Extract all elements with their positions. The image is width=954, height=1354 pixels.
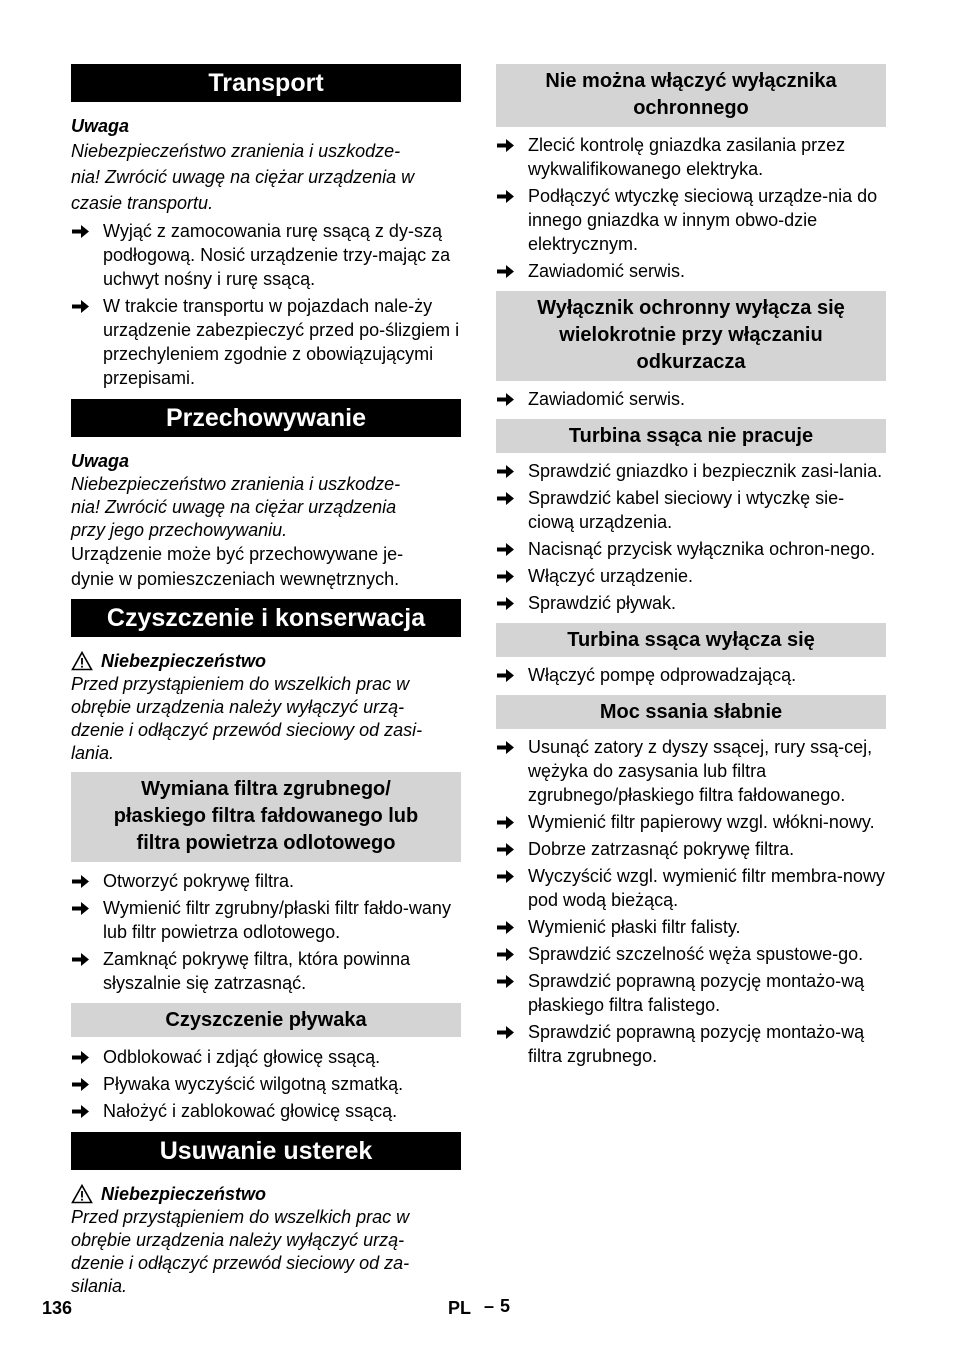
note-label: Uwaga — [71, 451, 130, 471]
arrow-right-icon — [497, 740, 515, 755]
list-item: Wyjąć z zamocowania rurę ssącą z dy-szą podłogową. Nosić urządzenie trzy-mając za uchwyt nośny i rurę ssącą. — [71, 219, 461, 291]
turbine-not-running-list — [496, 459, 886, 615]
arrow-right-icon — [497, 189, 515, 204]
suction-weakens-list — [496, 735, 886, 1068]
heading-turbine-switches-off: Turbina ssąca wyłącza się — [496, 623, 886, 657]
list-item: Odblokować i zdjąć głowicę ssącą. — [71, 1045, 461, 1069]
heading-troubleshooting: Usuwanie usterek — [71, 1132, 461, 1170]
arrow-right-icon — [72, 952, 90, 967]
list-item: Włączyć urządzenie. — [496, 564, 886, 588]
arrow-right-icon — [497, 815, 515, 830]
warning-triangle-icon — [71, 651, 93, 671]
list-item: Sprawdzić poprawną pozycję montażo-wą filtra zgrubnego. — [496, 1020, 886, 1068]
right-column — [496, 64, 886, 1068]
cleaning-danger-line: obrębie urządzenia należy wyłączyć urzą- — [71, 697, 405, 717]
arrow-right-icon — [497, 842, 515, 857]
heading-turbine-not-running: Turbina ssąca nie pracuje — [496, 419, 886, 453]
list-item: Podłączyć wtyczkę sieciową urządze-nia do innego gniazdka w innym obwo-dzie elektrycznym. — [496, 184, 886, 256]
heading-transport: Transport — [71, 64, 461, 102]
breaker-trips-list — [496, 387, 886, 411]
list-item: Dobrze zatrzasnąć pokrywę filtra. — [496, 837, 886, 861]
trouble-danger-line: dzenie i odłączyć przewód sieciowy od za- — [71, 1253, 410, 1273]
arrow-right-icon — [497, 1025, 515, 1040]
list-item: Wyczyścić wzgl. wymienić filtr membra-nowy pod wodą bieżącą. — [496, 864, 886, 912]
list-item: Włączyć pompę odprowadzającą. — [496, 663, 886, 687]
list-item: Pływaka wyczyścić wilgotną szmatką. — [71, 1072, 461, 1096]
warning-triangle-icon — [71, 1184, 93, 1204]
arrow-right-icon — [497, 464, 515, 479]
list-item: Nałożyć i zablokować głowicę ssącą. — [71, 1099, 461, 1123]
arrow-right-icon — [497, 920, 515, 935]
turbine-switches-off-list — [496, 663, 886, 687]
heading-storage: Przechowywanie — [71, 399, 461, 437]
arrow-right-icon — [497, 392, 515, 407]
arrow-right-icon — [497, 264, 515, 279]
list-item: Zawiadomić serwis. — [496, 259, 886, 283]
list-item: Wymienić płaski filtr falisty. — [496, 915, 886, 939]
list-item: Zamknąć pokrywę filtra, która powinna słyszalnie się zatrzasnąć. — [71, 947, 461, 995]
arrow-right-icon — [72, 901, 90, 916]
note-label: Uwaga — [71, 116, 130, 136]
left-column — [71, 64, 461, 1298]
list-item: Sprawdzić gniazdko i bezpiecznik zasi-lania. — [496, 459, 886, 483]
cleaning-danger-line: lania. — [71, 743, 115, 763]
transport-list — [71, 219, 461, 390]
trouble-danger-line: silania. — [71, 1276, 128, 1296]
list-item: Sprawdzić szczelność węża spustowe-go. — [496, 942, 886, 966]
list-item: W trakcie transportu w pojazdach nale-ży urządzenie zabezpieczyć przed po-ślizgiem i przechyleniem zgodnie z obowiązującymi przepisami. — [71, 294, 461, 390]
trouble-danger-line: obrębie urządzenia należy wyłączyć urzą- — [71, 1230, 405, 1250]
arrow-right-icon — [72, 224, 90, 239]
float-list — [71, 1045, 461, 1123]
heading-breaker-trips: Wyłącznik ochronny wyłącza się wielokrotnie przy włączaniu odkurzacza — [496, 291, 886, 381]
list-item: Zlecić kontrolę gniazdka zasilania przez wykwalifikowanego elektryka. — [496, 133, 886, 181]
storage-note-line: nia! Zwrócić uwagę na ciężar urządzenia — [71, 497, 397, 517]
arrow-right-icon — [497, 138, 515, 153]
arrow-right-icon — [72, 299, 90, 314]
filter-list — [71, 869, 461, 995]
cleaning-danger-line: Przed przystąpieniem do wszelkich prac w — [71, 674, 410, 694]
heading-cleaning: Czyszczenie i konserwacja — [71, 599, 461, 637]
danger-label: Niebezpieczeństwo — [71, 1182, 461, 1206]
arrow-right-icon — [497, 668, 515, 683]
arrow-right-icon — [497, 542, 515, 557]
list-item: Sprawdzić pływak. — [496, 591, 886, 615]
list-item: Usunąć zatory z dyszy ssącej, rury ssą-cej, wężyka do zasysania lub filtra zgrubnego/płaskiego filtra fałdowanego. — [496, 735, 886, 807]
arrow-right-icon — [497, 974, 515, 989]
list-item: Sprawdzić kabel sieciowy i wtyczkę sie-ciową urządzenia. — [496, 486, 886, 534]
storage-body-line: dynie w pomieszczeniach wewnętrznych. — [71, 569, 400, 589]
heading-breaker-wont-switch-on: Nie można włączyć wyłącznika ochronnego — [496, 64, 886, 127]
storage-body-line: Urządzenie może być przechowywane je- — [71, 544, 404, 564]
trouble-danger-line: Przed przystąpieniem do wszelkich prac w — [71, 1207, 410, 1227]
transport-note-line: nia! Zwrócić uwagę na ciężar urządzenia w — [71, 167, 415, 187]
footer-dash: – — [484, 1296, 495, 1316]
storage-note-line: Niebezpieczeństwo zranienia i uszkodze- — [71, 474, 401, 494]
arrow-right-icon — [72, 1104, 90, 1119]
heading-float-cleaning: Czyszczenie pływaka — [71, 1003, 461, 1037]
list-item: Wymienić filtr papierowy wzgl. włókni-nowy. — [496, 810, 886, 834]
language-code: PL — [448, 1298, 472, 1318]
arrow-right-icon — [72, 1077, 90, 1092]
arrow-right-icon — [497, 596, 515, 611]
list-item: Wymienić filtr zgrubny/płaski filtr fałdo-wany lub filtr powietrza odlotowego. — [71, 896, 461, 944]
arrow-right-icon — [72, 874, 90, 889]
cleaning-danger-line: dzenie i odłączyć przewód sieciowy od zasi- — [71, 720, 423, 740]
arrow-right-icon — [497, 569, 515, 584]
list-item: Nacisnąć przycisk wyłącznika ochron-nego. — [496, 537, 886, 561]
arrow-right-icon — [497, 947, 515, 962]
transport-note-line: czasie transportu. — [71, 193, 214, 213]
list-item: Sprawdzić poprawną pozycję montażo-wą płaskiego filtra falistego. — [496, 969, 886, 1017]
arrow-right-icon — [72, 1050, 90, 1065]
list-item: Otworzyć pokrywę filtra. — [71, 869, 461, 893]
transport-note-line: Niebezpieczeństwo zranienia i uszkodze- — [71, 141, 401, 161]
arrow-right-icon — [497, 491, 515, 506]
breaker-list — [496, 133, 886, 283]
heading-filter-replacement: Wymiana filtra zgrubnego/ płaskiego filtra fałdowanego lub filtra powietrza odlotowego — [71, 772, 461, 862]
list-item: Zawiadomić serwis. — [496, 387, 886, 411]
danger-label: Niebezpieczeństwo — [71, 649, 461, 673]
page-number: 136 — [42, 1298, 73, 1318]
section-page-number: 5 — [500, 1296, 511, 1316]
heading-suction-weakens: Moc ssania słabnie — [496, 695, 886, 729]
arrow-right-icon — [497, 869, 515, 884]
storage-note-line: przy jego przechowywaniu. — [71, 520, 288, 540]
